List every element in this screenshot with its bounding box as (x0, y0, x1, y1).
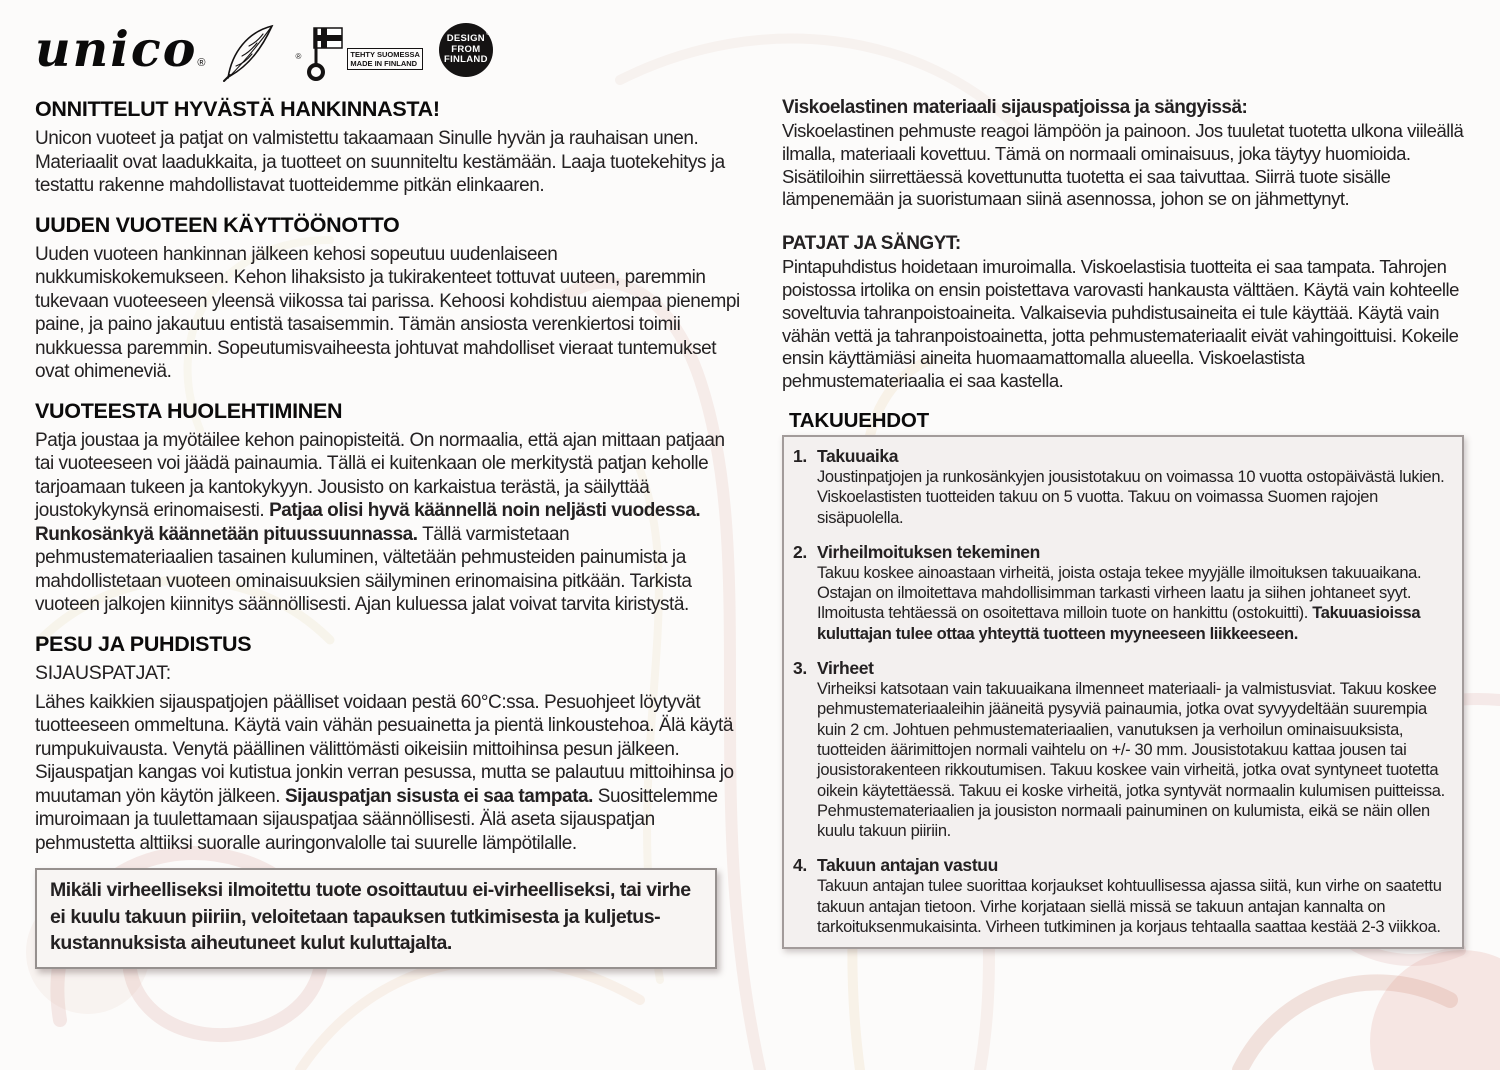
flag-registered-mark: ® (295, 52, 302, 61)
heading-congratulations: ONNITTELUT HYVÄSTÄ HANKINNASTA! (35, 97, 440, 121)
warranty-item-title: Takuun antajan vastuu (817, 855, 998, 876)
heading-bed-care: VUOTEESTA HUOLEHTIMINEN (35, 398, 343, 423)
design-badge-line3: FINLAND (443, 54, 488, 66)
bold-text-run: Patjaa olisi hyvä käännellä noin neljästi vuodessa. Runkosänkyä käännetään pituussuunnassa. (35, 500, 701, 545)
text-run: Lähes kaikkien sijauspatjojen päälliset voidaan pestä 60°C:ssa. Pesuohjeet löytyvät tuotteeseen ommeltuna. Käytä vain vähän pesuainetta ja pientä linkoustehoa. Älä käytä rumpukuivausta. Venytä päällinen välittömästi oikeisiin mittoihinsa pesun jälkeen. Sijauspatjan kangas voi kutistua jonkin verran pesussa, mutta se palautuu mittoihinsa jo muutaman yön käytön jälkeen. (35, 691, 734, 807)
subheading-topper: SIJAUSPATJAT: (35, 661, 171, 684)
warranty-item-4 (792, 855, 1452, 937)
text-run: Patja joustaa ja myötäilee kehon painopisteitä. On normaalia, että ajan mittaan patjaan tai vuoteeseen voi jäädä painaumia. Tällä ei kuitenkaan ole merkitystä patjan keholle tarjoamaan tukeen ja kantokykyyn. Jousisto on karkaistua terästä, ja säilyttää joustokykynsä erinomaisesti. (35, 429, 725, 521)
warranty-item-number: 1. (793, 445, 807, 466)
design-badge-line2: FROM (451, 43, 481, 55)
design-from-finland-badge (439, 23, 493, 77)
liability-note-text: Mikäli virheelliseksi ilmoitettu tuote osoittautuu ei-virheelliseksi, tai virhe ei kuulu takuun piiriin, veloitetaan tapauksen tutkimisesta ja kuljetuskustannuksista aiheutuneet kulut kuluttajalta. (50, 879, 691, 954)
warranty-item-body: Joustinpatjojen ja runkosänkyjen jousistotakuu on voimassa 10 vuotta ostopäivästä lukien. Viskoelastisten tuotteiden takuu on 5 vuotta. Takuu on voimassa Suomen rajojen sisäpuolella. (817, 467, 1445, 527)
warranty-item-body: Virheiksi katsotaan vain takuuaikana ilmenneet materiaali- ja valmistusviat. Takuu koskee pehmustemateriaaleihin jääneitä pysyviä painaumia, jotka ovat syvyydeltään suurempia kuin 2 cm. Johtuen pehmustemateriaalien, vanutuksen ja verhoilun ominaisuuksista, tuotteiden äärimittojen normali vaihtelu on +/- 30 mm. Jousistotakuu kattaa jousen tai jousistorakenteen rikkoutumisen. Takuu koskee vain virheitä, jotka ovat syntyneet tuotetta oikein käytettäessä. Takuu ei koske virheitä, jotka syntyvät normaalin kulumisen puitteissa. Pehmustemateriaalien ja jousiston normaali painuminen on kulumista, eikä se näin ollen kuulu takuun piiriin. (817, 680, 1445, 841)
feather-icon (222, 22, 280, 82)
warranty-item-number: 2. (793, 541, 807, 562)
warranty-item-body: Takuun antajan tulee suorittaa korjaukset kohtuullisessa ajassa siitä, kun virhe on saatettu takuun antajan tietoon. Virhe korjataan siellä missä se takuun antajan kannalta on tarkoituksenmukaisinta. Virheen tutkiminen ja korjaus tehtaalla saattaa kestää 2-3 viikkoa. (817, 877, 1442, 937)
bed-care-paragraph (35, 429, 741, 617)
warranty-item-number: 4. (793, 855, 807, 876)
warranty-item-title: Takuuaika (817, 445, 899, 466)
new-bed-paragraph: Uuden vuoteen hankinnan jälkeen kehosi sopeutuu uudenlaiseen nukkumiskokemukseen. Kehon lihaksisto ja tukirakenteet tottuvat uuteen, paremmin tukevaan vuoteeseen yleensä viikossa tai parissa. Kehoosi kohdistuu aiempaa pienempi paine, ja paino jakautuu entistä tasaisemmin. Tämän ansiosta verenkiertosi toimii nukkuessa paremmin. Sopeutumisvaiheesta johtuvat mahdolliset vieraat tuntemukset ovat ohimeneviä. (35, 243, 740, 382)
warranty-terms-box (782, 435, 1464, 949)
warranty-item-title: Virheilmoituksen tekeminen (817, 541, 1041, 562)
design-badge-line1: DESIGN (446, 33, 485, 45)
unico-logo (35, 20, 206, 92)
warranty-item-body-bold: Takuuasioissa kuluttajan tulee ottaa yhteyttä tuotteen myyneeseen liikkeeseen. (817, 604, 1421, 643)
viscoelastic-paragraph: Viskoelastinen pehmuste reagoi lämpöön ja painoon. Jos tuuletat tuotetta ulkona viileällä ilmalla, materiaali kovettuu. Tämä on normaali ominaisuus, joka täytyy huomioida. Sisätiloihin siirrettäessä kovettunutta tuotetta ei saa taivuttaa. Siirrä tuote sisälle lämpenemään ja suoristumaan siinä asennossa, johon se on jähmettynyt. (782, 120, 1464, 210)
warranty-item-1 (792, 446, 1452, 528)
design-badge-registered-mark: ® (486, 31, 491, 37)
bold-text-run: Sijauspatjan sisusta ei saa tampata. (284, 785, 593, 807)
heading-viscoelastic: Viskoelastinen materiaali sijauspatjoissa ja sängyissä: (782, 97, 1248, 118)
warranty-item-number: 3. (793, 658, 807, 679)
badge-line-fi: TEHTY SUOMESSA (350, 50, 420, 59)
warranty-item-body: Takuu koskee ainoastaan virheitä, joista ostaja tekee myyjälle ilmoituksen takuuaikana. Ostajan on ilmoitettava mahdollisimman tarkasti virheen laatu ja siihen johtaneet syyt. Ilmoitusta tehtäessä on osoitettava milloin tuote on hankittu (ostokuitti). (817, 563, 1422, 623)
text-run: Suosittelemme imuroimaan ja tuulettamaan sijauspatjaa säännöllisesti. Älä aseta sijauspatjan pehmustetta alttiiksi suoralle auringonvalolle tai suurelle lämpötilalle. (35, 785, 718, 854)
mattresses-beds-paragraph: Pintapuhdistus hoidetaan imuroimalla. Viskoelastisia tuotteita ei saa tampata. Tahrojen poistossa irtolika on ensin poistettava varovasti hankausta välttäen. Käytä vain kohteelle soveltuvia tahranpoistoaineita. Valkaisevia puhdistusaineita ei tule käyttää. Käytä vain vähän vettä ja tahranpoistoainetta, jotta pehmustemateriaalit eivät vahingoittuisi. Kokeile ensin käyttämiäsi aineita huomaamattomalla alueella. Viskoelastista pehmustemateriaalia ei saa kastella. (782, 256, 1459, 392)
brand-name: unico (35, 20, 198, 78)
warranty-item-3 (792, 658, 1452, 841)
intro-paragraph: Unicon vuoteet ja patjat on valmistettu takaamaan Sinulle hyvän ja rauhaisan unen. Materiaalit ovat laadukkaita, ja tuotteet on suunniteltu kestämään. Laaja tuotekehitys ja testattu rakenne mahdollistavat tuotteidemme pitkän elinkaaren. (35, 128, 725, 196)
badge-line-en: MADE IN FINLAND (350, 59, 418, 68)
warranty-item-2 (792, 542, 1452, 644)
right-column (782, 96, 1464, 949)
warranty-item-title: Virheet (817, 658, 874, 679)
made-in-finland-badge (296, 26, 423, 82)
washing-paragraph (35, 691, 741, 856)
liability-note-box (35, 868, 717, 969)
heading-mattresses-beds: PATJAT JA SÄNGYT: (782, 233, 961, 255)
heading-washing: PESU JA PUHDISTUS (35, 631, 252, 656)
heading-warranty-terms: TAKUUEHDOT (789, 408, 929, 432)
text-run: Tällä varmistetaan pehmustemateriaalien tasainen kuluminen, vältetään pehmusteiden painumista ja mahdollistetaan vuoteen ominaisuuksien säilyminen erinomaisina pitkään. Tarkista vuoteen jalkojen kiinnitys säännöllisesti. Ajan kuluessa jalat voivat tarvita kiristystä. (35, 523, 692, 615)
made-in-finland-text (347, 48, 422, 70)
left-column (35, 20, 741, 969)
finnish-flag-icon (304, 26, 344, 82)
registered-mark: ® (197, 57, 206, 69)
brand-header (35, 20, 741, 84)
heading-new-bed: UUDEN VUOTEEN KÄYTTÖÖNOTTO (35, 212, 400, 237)
